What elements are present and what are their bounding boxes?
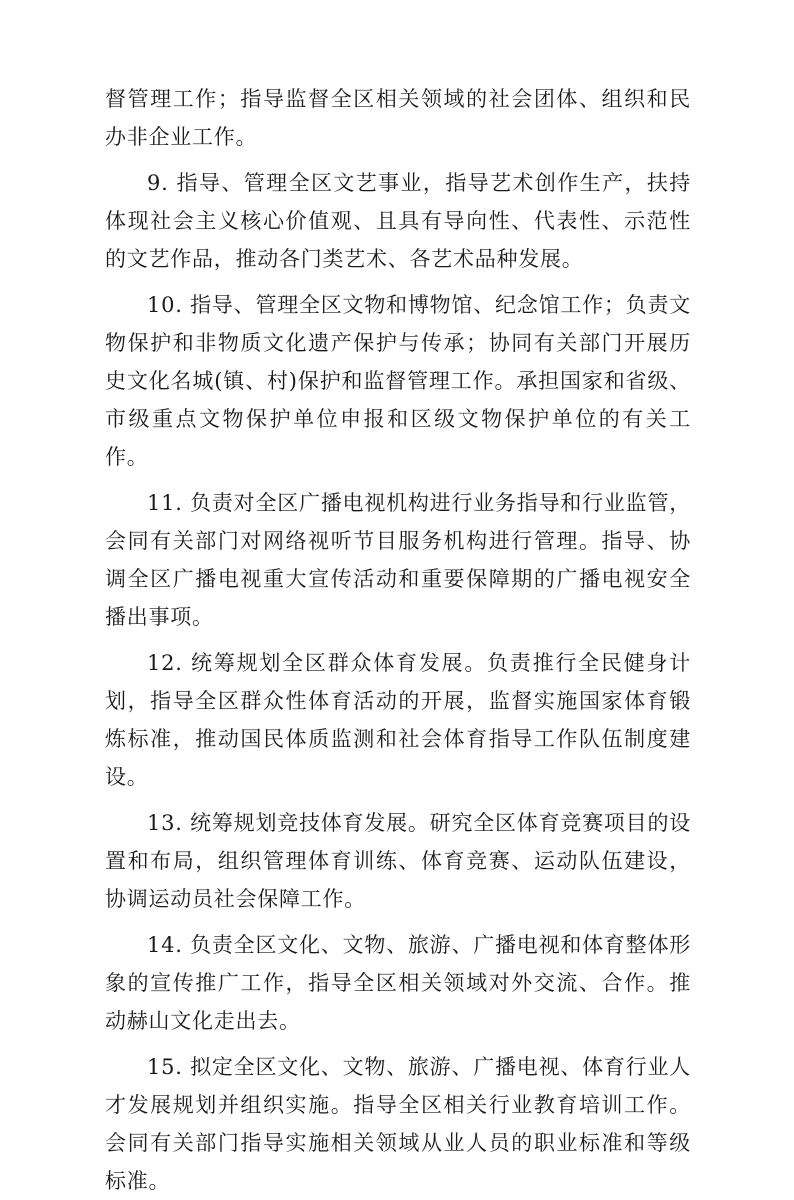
paragraph-item-13: 13. 统筹规划竞技体育发展。研究全区体育竞赛项目的设置和布局，组织管理体育训练、体育竞赛、运动队伍建设，协调运动员社会保障工作。 [105,811,691,911]
paragraph-item-10: 10. 指导、管理全区文物和博物馆、纪念馆工作；负责文物保护和非物质文化遗产保护与传承；协同有关部门开展历史文化名城(镇、村)保护和监督管理工作。承担国家和省级、市级重点文物保护单位申报和区级文物保护单位的有关工作。 [105,293,691,469]
paragraph-item-14: 14. 负责全区文化、文物、旅游、广播电视和体育整体形象的宣传推广工作，指导全区相关领域对外交流、合作。推动赫山文化走出去。 [105,933,691,1033]
paragraph-item-12: 12. 统筹规划全区群众体育发展。负责推行全民健身计划，指导全区群众性体育活动的开展，监督实施国家体育锻炼标准，推动国民体质监测和社会体育指导工作队伍制度建设。 [105,651,691,789]
paragraph-item-15: 15. 拟定全区文化、文物、旅游、广播电视、体育行业人才发展规划并组织实施。指导全区相关行业教育培训工作。会同有关部门指导实施相关领域从业人员的职业标准和等级标准。 [105,1055,691,1193]
paragraph-item-9: 9. 指导、管理全区文艺事业，指导艺术创作生产，扶持体现社会主义核心价值观、且具有导向性、代表性、示范性的文艺作品，推动各门类艺术、各艺术品种发展。 [105,171,691,271]
paragraph-continued: 督管理工作；指导监督全区相关领域的社会团体、组织和民办非企业工作。 [105,87,691,149]
paragraph-item-11: 11. 负责对全区广播电视机构进行业务指导和行业监管，会同有关部门对网络视听节目服务机构进行管理。指导、协调全区广播电视重大宣传活动和重要保障期的广播电视安全播出事项。 [105,491,691,629]
body-text [105,80,691,1200]
